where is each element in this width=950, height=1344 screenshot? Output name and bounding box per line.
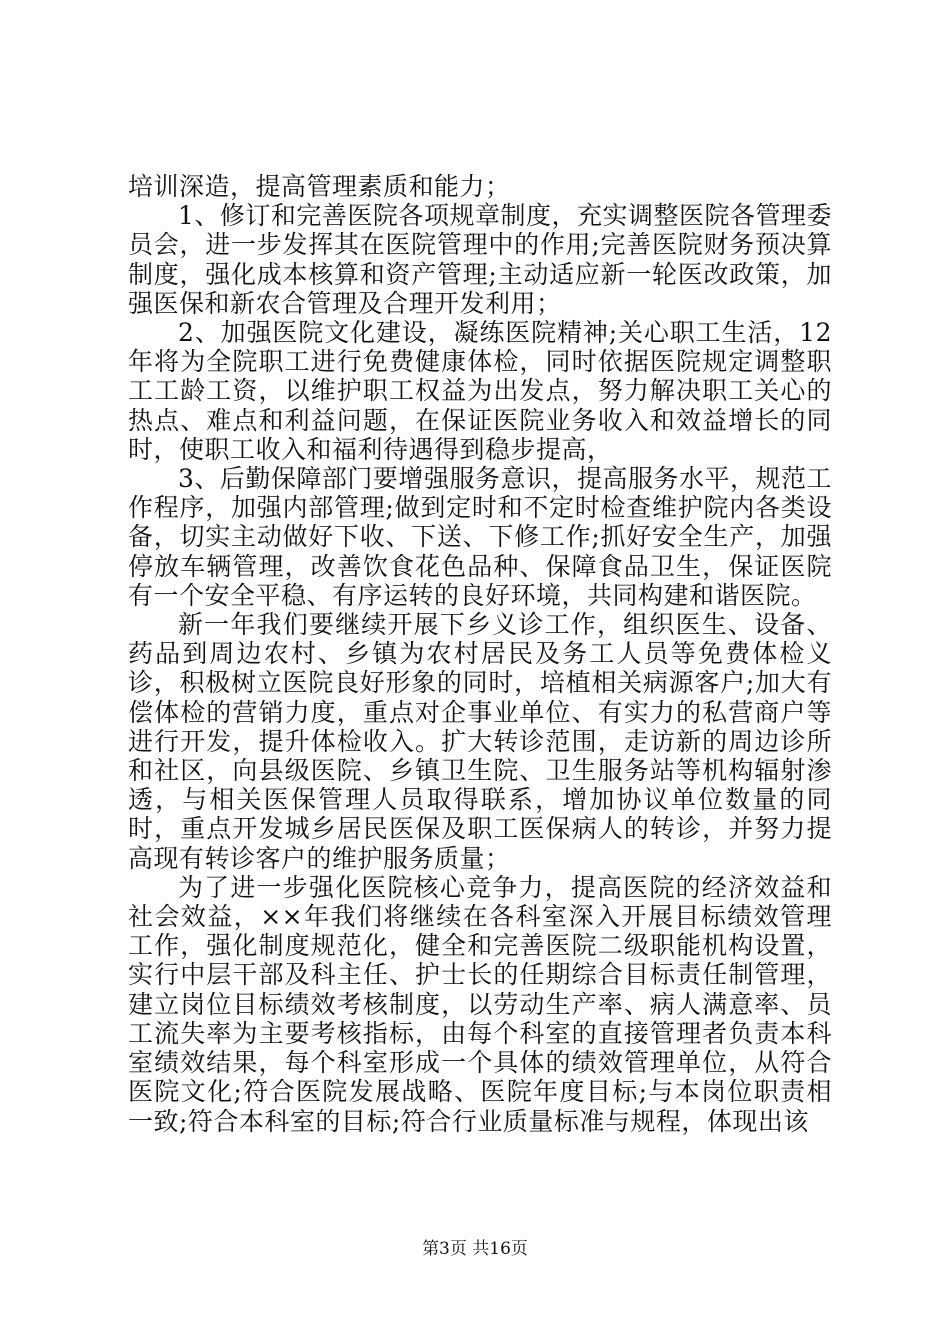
paragraph-continuation: 培训深造，提高管理素质和能力； xyxy=(128,172,511,201)
paragraph-outreach: 新一年我们要继续开展下乡义诊工作，组织医生、设备、药品到周边农村、乡镇为农村居民及务工人员等免费体检义诊，积极树立医院良好形象的同时，培植相关病源客户;加大有偿体检的营销力度，重点对企事业单位、有实力的私营商户等进行开发，提升体检收入。扩大转诊范围，走访新的周边诊所和社区，向县级医院、乡镇卫生院、卫生服务站等机构辐射渗透，与相关医保管理人员取得联系，增加协议单位数量的同时，重点开发城乡居民医保及职工医保病人的转诊，并努力提高现有转诊客户的维护服务质量； xyxy=(128,610,832,873)
paragraph-performance: 为了进一步强化医院核心竞争力，提高医院的经济效益和社会效益，××年我们将继续在各科室深入开展目标绩效管理工作，强化制度规范化，健全和完善医院二级职能机构设置，实行中层干部及科主任、护士长的任期综合目标责任制管理，建立岗位目标绩效考核制度，以劳动生产率、病人满意率、员工流失率为主要考核指标，由每个科室的直接管理者负责本科室绩效结果，每个科室形成一个具体的绩效管理单位，从符合医院文化;符合医院发展战略、医院年度目标;与本岗位职责相一致;符合本科室的目标;符合行业质量标准与规程，体现出该 xyxy=(128,872,832,1136)
paragraph-item-2: 2、加强医院文化建设，凝练医院精神;关心职工生活，12年将为全院职工进行免费健康体检，同时依据医院规定调整职工工龄工资，以维护职工权益为出发点，努力解决职工关心的热点、难点和利益问题，在保证医院业务收入和效益增长的同时，使职工收入和福利待遇得到稳步提高， xyxy=(128,318,832,464)
paragraph-item-3: 3、后勤保障部门要增强服务意识，提高服务水平，规范工作程序，加强内部管理;做到定时和不定时检查维护院内各类设备，切实主动做好下收、下送、下修工作;抓好安全生产，加强停放车辆管理，改善饮食花色品种、保障食品卫生，保证医院有一个安全平稳、有序运转的良好环境，共同构建和谐医院。 xyxy=(128,464,832,610)
paragraph-item-1: 1、修订和完善医院各项规章制度，充实调整医院各管理委员会，进一步发挥其在医院管理中的作用;完善医院财务预决算制度，强化成本核算和资产管理;主动适应新一轮医改政策，加强医保和新农合管理及合理开发利用； xyxy=(128,201,832,318)
page-number-footer: 第3页 共16页 xyxy=(422,1239,528,1259)
document-body xyxy=(128,172,832,1136)
